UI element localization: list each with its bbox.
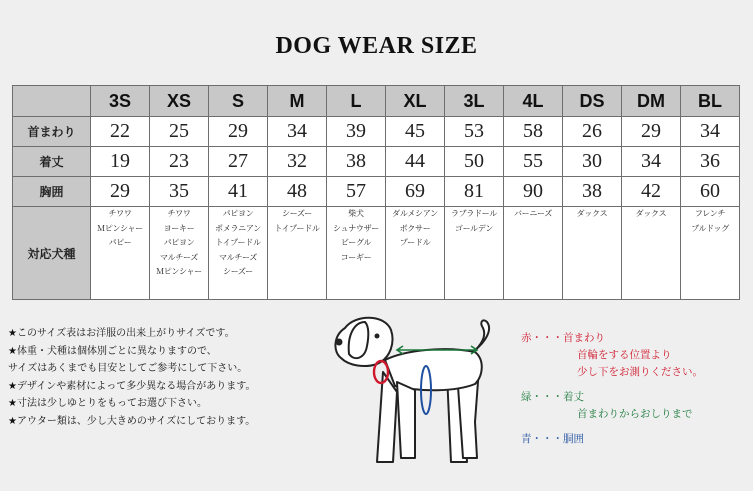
breed-name: パピー [108,238,132,247]
breed-name: ブルドッグ [691,223,729,233]
table-cell: 90 [504,177,563,207]
table-row-neck [13,117,740,147]
table-cell: 58 [504,117,563,147]
breed-name: ビーグル [340,238,372,247]
breed-name: トイプードル [274,223,320,233]
neck-measure-mark [374,361,388,383]
row-label-length: 着丈 [13,147,91,177]
breed-cell [91,207,150,300]
table-cell: 25 [150,117,209,147]
note-line: ★アウター類は、少し大きめのサイズにしております。 [8,415,256,427]
breed-name: バーニーズ [513,209,553,218]
breed-name: パピヨン [163,238,195,247]
breed-name: ゴールデン [454,223,494,233]
size-header-s: S [209,86,268,117]
table-cell: 81 [445,177,504,207]
note-line: ★デザインや素材によって多少異なる場合があります。 [8,380,256,392]
size-header-xs: XS [150,86,209,117]
table-cell: 26 [563,117,622,147]
table-cell: 35 [150,177,209,207]
size-header-l: L [327,86,386,117]
table-cell: 34 [681,117,740,147]
note-line: サイズはあくまでも目安としてご参考にして下さい。 [8,363,248,375]
breed-name: トイプードル [215,238,261,247]
measure-legend [521,330,703,448]
table-cell: 29 [91,177,150,207]
notes-block [8,325,255,431]
table-cell: 19 [91,147,150,177]
table-cell: 30 [563,147,622,177]
table-cell: 44 [386,147,445,177]
legend-red-head: 赤・・・首まわり [521,332,605,344]
size-header-row [13,86,740,117]
table-cell: 27 [209,147,268,177]
row-label-breeds: 対応犬種 [13,207,91,300]
breed-cell [563,207,622,300]
breed-name: マルチーズ [159,252,199,262]
row-label-chest: 胸囲 [13,177,91,207]
legend-green-line: 首まわりからおしりまで [577,408,693,420]
breed-name: 柴犬 [348,209,364,218]
breed-name: シーズー [282,209,312,218]
page-title: DOG WEAR SIZE [275,33,478,59]
table-cell: 38 [563,177,622,207]
breed-name: プードル [399,238,431,247]
breed-cell [622,207,681,300]
breed-name: ダルメシアン [392,209,438,218]
breed-name: ダックス [635,209,667,218]
note-line: ★体重・犬種は個体別ごとに異なりますので、 [8,345,217,357]
size-table [12,85,740,300]
table-cell: 38 [327,147,386,177]
table-cell: 34 [268,117,327,147]
table-cell: 29 [209,117,268,147]
size-header-3l: 3L [445,86,504,117]
table-cell: 22 [91,117,150,147]
table-row-breeds [13,207,740,300]
breed-name: マルチーズ [218,252,258,262]
breed-name: チワワ [108,209,132,218]
note-line: ★寸法は少しゆとりをもってお選び下さい。 [8,398,207,410]
note-line: ★このサイズ表はお洋服の出来上がりサイズです。 [8,328,235,339]
size-header-xl: XL [386,86,445,117]
breed-cell [386,207,445,300]
size-header-ds: DS [563,86,622,117]
table-cell: 60 [681,177,740,207]
breed-name: Ｍピンシャー [97,223,143,233]
size-header-4l: 4L [504,86,563,117]
header-corner-cell [13,86,91,117]
table-row-chest [13,177,740,207]
breed-name: ダックス [576,209,608,218]
breed-name: チワワ [167,209,191,218]
breed-cell [504,207,563,300]
table-cell: 39 [327,117,386,147]
breed-name: ヨーキー [163,223,195,233]
table-cell: 57 [327,177,386,207]
table-cell: 36 [681,147,740,177]
table-row-length [13,147,740,177]
legend-blue-head: 青・・・胴囲 [521,433,584,445]
size-header-bl: BL [681,86,740,117]
size-header-m: M [268,86,327,117]
table-cell: 23 [150,147,209,177]
table-cell: 55 [504,147,563,177]
row-label-neck: 首まわり [13,117,91,147]
dog-outline-icon [325,312,515,487]
breed-name: シュナウザー [332,223,380,233]
table-cell: 42 [622,177,681,207]
table-cell: 50 [445,147,504,177]
table-cell: 34 [622,147,681,177]
table-cell: 29 [622,117,681,147]
table-cell: 53 [445,117,504,147]
breed-cell [150,207,209,300]
breed-cell [327,207,386,300]
breed-cell [445,207,504,300]
breed-name: コーギー [340,252,372,262]
table-cell: 48 [268,177,327,207]
legend-red-line2: 少し下をお測りください。 [577,366,703,378]
table-cell: 41 [209,177,268,207]
breed-cell [268,207,327,300]
breed-name: Ｍピンシャー [156,267,202,276]
breed-name: ラブラドール [450,209,498,218]
table-cell: 69 [386,177,445,207]
breed-name: ボクサー [399,223,431,233]
breed-cell [681,207,740,300]
size-header-3s: 3S [91,86,150,117]
breed-name: ポメラニアン [215,223,261,233]
size-header-dm: DM [622,86,681,117]
legend-green-head: 緑・・・着丈 [521,391,584,403]
breed-name: パピヨン [222,209,254,218]
table-cell: 45 [386,117,445,147]
breed-cell [209,207,268,300]
table-cell: 32 [268,147,327,177]
breed-name: フレンチ [694,209,726,218]
legend-red-line1: 首輪をする位置より [577,349,672,361]
breed-name: シーズー [223,267,253,276]
